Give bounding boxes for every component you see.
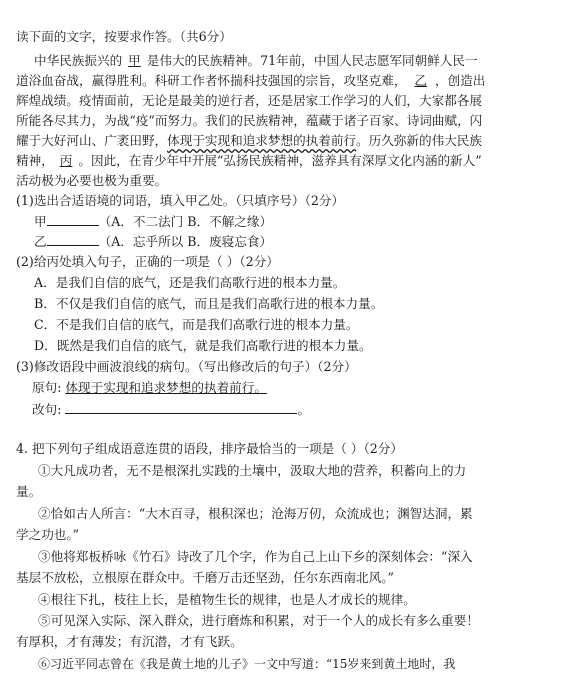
blank-yi[interactable]: 乙 bbox=[414, 73, 427, 88]
q1-jia-row: 甲 （A．不二法门 B．不解之缘） bbox=[34, 214, 273, 229]
revised-answer-field[interactable] bbox=[65, 400, 297, 414]
q2-option-a[interactable]: A．是我们自信的底气，还是我们高歌行进的根本力量。 bbox=[34, 275, 346, 290]
q4-sentence-5-cont: 有厚积，才有薄发；有沉潜，才有飞跃。 bbox=[16, 634, 243, 649]
q4-sentence-6: ⑥习近平同志曾在《我是黄土地的儿子》一文中写道：“15岁来到黄土地时，我 bbox=[38, 657, 456, 671]
passage-line-2: 道浴血奋战，赢得胜利。科研工作者怀揣科技强国的宗旨，攻坚克难， 乙 ，创造出 bbox=[16, 73, 486, 88]
q3-revised-row: 改句: 。 bbox=[32, 402, 311, 417]
passage-line-5: 耀于大好河山、广袤田野，体现于实现和追求梦想的执着前行。历久弥新的伟大民族 bbox=[16, 133, 482, 148]
passage-line-6: 精神， 丙 。因此，在青少年中开展“弘扬民族精神，滋养具有深厚文化内涵的新人” bbox=[16, 153, 482, 168]
reading-instruction: 读下面的文字，按要求作答。（共6分） bbox=[16, 29, 232, 44]
q4-sentence-5: ⑤可见深入实际、深入群众，进行磨炼和积累，对于一个人的成长有多么重要！ bbox=[38, 613, 479, 628]
q1-prompt: (1)选出合适语境的词语，填入甲乙处。（只填序号）（2分） bbox=[16, 193, 345, 208]
passage-line-3: 辉煌战绩。疫情面前，无论是最美的逆行者，还是居家工作学习的人们，大家都各展 bbox=[16, 93, 482, 108]
q3-original-row: 原句: 体现于实现和追求梦想的执着前行。 bbox=[32, 380, 267, 395]
q4-prompt: 4. 把下列句子组成语意连贯的语段，排序最恰当的一项是（ ）（2分） bbox=[16, 441, 403, 456]
q4-sentence-1: ①大凡成功者，无不是根深扎实践的土壤中，汲取大地的营养，积蓄向上的力 bbox=[38, 463, 467, 478]
q2-option-d[interactable]: D．既然是我们自信的底气，就是我们高歌行进的根本力量。 bbox=[34, 338, 372, 353]
q4-sentence-4: ④根往下扎，枝往上长，是植物生长的规律，也是人才成长的规律。 bbox=[38, 592, 416, 607]
q3-original-text: 体现于实现和追求梦想的执着前行。 bbox=[65, 380, 267, 395]
answer-blank-yi[interactable] bbox=[47, 232, 99, 246]
q1-yi-row: 乙 （A．忘乎所以 B．废寝忘食） bbox=[34, 234, 273, 249]
q2-prompt: (2)给丙处填入句子，正确的一项是（ ）（2分） bbox=[16, 254, 279, 269]
passage-line-4: 所能各尽其力，为战“疫”而努力。我们的民族精神，蕴藏于诸子百家、诗词曲赋，闪 bbox=[16, 113, 483, 128]
q2-option-b[interactable]: B．不仅是我们自信的底气，而且是我们高歌行进的根本力量。 bbox=[34, 296, 384, 311]
q4-sentence-2: ②恰如古人所言：“大木百寻，根积深也；沧海万仞，众流成也；渊智达洞，累 bbox=[38, 506, 473, 521]
q4-sentence-1-cont: 量。 bbox=[16, 484, 42, 499]
wavy-sentence: 体现于实现和追求梦想的执着前行 bbox=[167, 133, 357, 148]
q3-prompt: (3)修改语段中画波浪线的病句。（写出修改后的句子）（2分） bbox=[16, 359, 357, 374]
passage-line-1: 中华民族振兴的 甲 是伟大的民族精神。71年前，中国人民志愿军同朝鲜人民一 bbox=[34, 53, 478, 68]
q4-sentence-3-cont: 基层不放松，立根原在群众中。千磨万击还坚劲，任尔东西南北风。” bbox=[16, 570, 394, 585]
q4-sentence-3: ③他将郑板桥咏《竹石》诗改了几个字，作为自己上山下乡的深刻体会：“深入 bbox=[38, 549, 473, 564]
q4-sentence-2-cont: 学之功也。” bbox=[16, 527, 80, 542]
blank-jia[interactable]: 甲 bbox=[128, 53, 141, 68]
answer-blank-jia[interactable] bbox=[47, 212, 99, 226]
blank-bing[interactable]: 丙 bbox=[59, 153, 73, 168]
q2-option-c[interactable]: C．不是我们自信的底气，而是我们高歌行进的根本力量。 bbox=[34, 317, 359, 332]
passage-line-7: 活动极为必要也极为重要。 bbox=[16, 173, 168, 188]
